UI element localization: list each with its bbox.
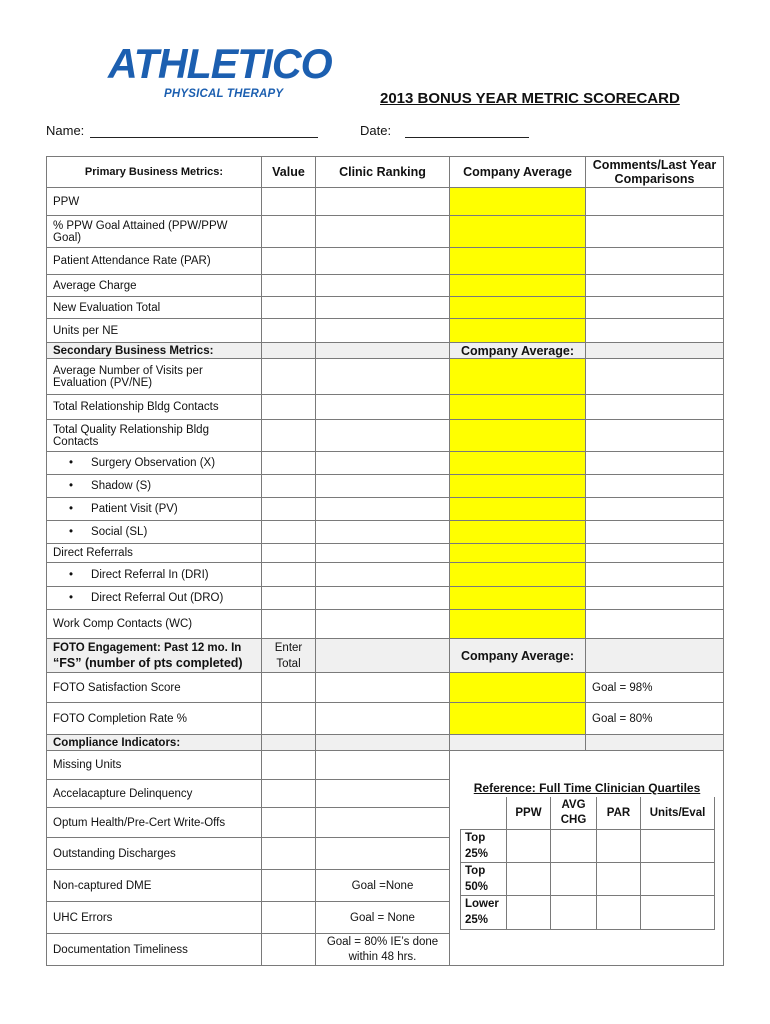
quartile-title: Reference: Full Time Clinician Quartiles bbox=[473, 781, 701, 795]
table-row bbox=[47, 275, 724, 297]
goal-cell: Goal =None bbox=[316, 870, 450, 902]
ranking-cell[interactable] bbox=[316, 587, 450, 610]
blank-cell bbox=[316, 343, 450, 359]
quartile-reference bbox=[458, 781, 716, 930]
col-primary-metrics: Primary Business Metrics: bbox=[47, 157, 262, 188]
company-average-cell bbox=[450, 452, 586, 475]
value-cell[interactable] bbox=[262, 359, 316, 395]
comments-cell[interactable] bbox=[586, 563, 724, 587]
value-cell[interactable] bbox=[262, 563, 316, 587]
table-row bbox=[47, 359, 724, 395]
goal-cell: Goal = 80% bbox=[586, 703, 724, 735]
foto-header-line2: “FS” (number of pts completed) bbox=[53, 655, 243, 670]
quartile-cell[interactable] bbox=[551, 895, 597, 929]
blank-cell bbox=[586, 343, 724, 359]
quartile-row bbox=[461, 862, 715, 895]
quartile-cell[interactable] bbox=[551, 829, 597, 862]
quartile-cell[interactable] bbox=[551, 862, 597, 895]
comments-cell[interactable] bbox=[586, 475, 724, 498]
comments-cell[interactable] bbox=[586, 420, 724, 452]
ranking-cell[interactable] bbox=[316, 703, 450, 735]
table-row bbox=[47, 521, 724, 544]
ranking-cell[interactable] bbox=[316, 420, 450, 452]
logo-wordmark: ATHLETICO bbox=[108, 40, 332, 87]
secondary-metrics-header: Secondary Business Metrics: bbox=[47, 343, 262, 359]
ranking-cell[interactable] bbox=[316, 475, 450, 498]
ranking-cell[interactable] bbox=[316, 610, 450, 639]
value-cell[interactable] bbox=[262, 188, 316, 216]
quartile-row bbox=[461, 895, 715, 929]
ranking-cell[interactable] bbox=[316, 498, 450, 521]
table-row bbox=[47, 188, 724, 216]
table-row bbox=[47, 452, 724, 475]
foto-header-line1: FOTO Engagement: Past 12 mo. In bbox=[53, 641, 242, 654]
quartile-table bbox=[460, 797, 715, 930]
metric-label: FOTO Satisfaction Score bbox=[47, 673, 262, 703]
metric-label: Direct Referrals bbox=[47, 544, 262, 563]
comments-cell[interactable] bbox=[586, 275, 724, 297]
table-row bbox=[47, 751, 724, 780]
company-average-cell bbox=[450, 248, 586, 275]
value-cell[interactable] bbox=[262, 780, 316, 808]
value-cell[interactable] bbox=[262, 610, 316, 639]
company-average-cell bbox=[450, 359, 586, 395]
goal-cell: Goal = 80% IE’s done within 48 hrs. bbox=[316, 934, 450, 966]
date-label: Date: bbox=[360, 123, 392, 138]
name-label: Name: bbox=[46, 123, 85, 138]
ranking-cell[interactable] bbox=[316, 275, 450, 297]
metric-label: New Evaluation Total bbox=[47, 297, 262, 319]
goal-cell: Goal = None bbox=[316, 902, 450, 934]
value-cell[interactable] bbox=[262, 248, 316, 275]
col-clinic-ranking: Clinic Ranking bbox=[316, 157, 450, 188]
value-cell[interactable] bbox=[262, 521, 316, 544]
company-average-cell bbox=[450, 498, 586, 521]
metric-label: • Shadow (S) bbox=[47, 475, 262, 498]
ranking-cell[interactable] bbox=[316, 188, 450, 216]
comments-cell[interactable] bbox=[586, 297, 724, 319]
company-average-cell bbox=[450, 188, 586, 216]
athletico-logo bbox=[108, 42, 348, 106]
ranking-cell[interactable] bbox=[316, 216, 450, 248]
quartile-cell[interactable] bbox=[597, 829, 641, 862]
quartile-row bbox=[461, 829, 715, 862]
table-row bbox=[47, 420, 724, 452]
ranking-cell[interactable] bbox=[316, 563, 450, 587]
blank-cell bbox=[316, 639, 450, 673]
comments-cell[interactable] bbox=[586, 521, 724, 544]
value-cell[interactable] bbox=[262, 216, 316, 248]
quartile-cell[interactable] bbox=[507, 895, 551, 929]
quartile-row-label: Top 25% bbox=[461, 829, 507, 862]
table-row bbox=[47, 395, 724, 420]
value-cell[interactable] bbox=[262, 544, 316, 563]
document-title: 2013 BONUS YEAR METRIC SCORECARD bbox=[380, 90, 680, 107]
table-row bbox=[47, 703, 724, 735]
quartile-row-label: Top 50% bbox=[461, 862, 507, 895]
company-average-cell bbox=[450, 703, 586, 735]
name-line[interactable] bbox=[90, 125, 318, 138]
metric-label: • Surgery Observation (X) bbox=[47, 452, 262, 475]
comments-cell[interactable] bbox=[586, 248, 724, 275]
company-average-cell bbox=[450, 319, 586, 343]
quartile-cell[interactable] bbox=[641, 895, 715, 929]
metric-label: • Direct Referral Out (DRO) bbox=[47, 587, 262, 610]
value-cell[interactable] bbox=[262, 420, 316, 452]
comments-cell[interactable] bbox=[586, 587, 724, 610]
metric-label: Non-captured DME bbox=[47, 870, 262, 902]
table-row bbox=[47, 544, 724, 563]
company-average-cell bbox=[450, 297, 586, 319]
quartile-header-row bbox=[461, 797, 715, 829]
quartile-row-label: Lower 25% bbox=[461, 895, 507, 929]
blank-cell bbox=[262, 735, 316, 751]
metric-label: Average Number of Visits per Evaluation (PV/NE) bbox=[47, 359, 262, 395]
table-row bbox=[47, 498, 724, 521]
comments-cell[interactable] bbox=[586, 216, 724, 248]
comments-cell[interactable] bbox=[586, 544, 724, 563]
comments-cell[interactable] bbox=[586, 359, 724, 395]
ranking-cell[interactable] bbox=[316, 359, 450, 395]
table-row bbox=[47, 216, 724, 248]
name-field[interactable] bbox=[46, 123, 318, 138]
metric-label: • Direct Referral In (DRI) bbox=[47, 563, 262, 587]
blank-cell bbox=[450, 735, 586, 751]
blank-cell bbox=[586, 639, 724, 673]
metric-label: Total Quality Relationship Bldg Contacts bbox=[47, 420, 262, 452]
comments-cell[interactable] bbox=[586, 319, 724, 343]
foto-company-average: Company Average: bbox=[450, 639, 586, 673]
logo-tagline: PHYSICAL THERAPY bbox=[164, 88, 284, 100]
value-cell[interactable] bbox=[262, 297, 316, 319]
secondary-company-average: Company Average: bbox=[450, 343, 586, 359]
company-average-cell bbox=[450, 475, 586, 498]
header-row bbox=[47, 157, 724, 188]
value-cell[interactable] bbox=[262, 870, 316, 902]
quartile-cell[interactable] bbox=[507, 829, 551, 862]
blank-cell bbox=[262, 343, 316, 359]
goal-cell bbox=[316, 751, 450, 780]
comments-cell[interactable] bbox=[586, 188, 724, 216]
goal-cell bbox=[316, 838, 450, 870]
table-row bbox=[47, 297, 724, 319]
company-average-cell bbox=[450, 395, 586, 420]
table-row bbox=[47, 673, 724, 703]
company-average-cell bbox=[450, 275, 586, 297]
metric-label: % PPW Goal Attained (PPW/PPW Goal) bbox=[47, 216, 262, 248]
compliance-header-row bbox=[47, 735, 724, 751]
metric-label: • Patient Visit (PV) bbox=[47, 498, 262, 521]
table-row bbox=[47, 248, 724, 275]
value-cell[interactable] bbox=[262, 703, 316, 735]
table-row bbox=[47, 587, 724, 610]
blank-cell bbox=[316, 735, 450, 751]
table-row bbox=[47, 475, 724, 498]
metric-label: Units per NE bbox=[47, 319, 262, 343]
value-cell[interactable] bbox=[262, 319, 316, 343]
metric-label: Average Charge bbox=[47, 275, 262, 297]
secondary-header-row bbox=[47, 343, 724, 359]
date-line[interactable] bbox=[405, 125, 529, 138]
value-cell[interactable] bbox=[262, 498, 316, 521]
quartile-cell[interactable] bbox=[641, 829, 715, 862]
quartile-col-avg-chg: AVG CHG bbox=[551, 797, 597, 829]
date-field[interactable] bbox=[360, 123, 529, 138]
quartile-cell[interactable] bbox=[597, 862, 641, 895]
value-cell[interactable] bbox=[262, 475, 316, 498]
metric-label: Documentation Timeliness bbox=[47, 934, 262, 966]
quartile-col-par: PAR bbox=[597, 797, 641, 829]
company-average-cell bbox=[450, 610, 586, 639]
blank-cell bbox=[586, 735, 724, 751]
quartile-cell[interactable] bbox=[597, 895, 641, 929]
value-cell[interactable] bbox=[262, 808, 316, 838]
company-average-cell bbox=[450, 587, 586, 610]
metric-label: • Social (SL) bbox=[47, 521, 262, 544]
value-cell[interactable] bbox=[262, 838, 316, 870]
ranking-cell[interactable] bbox=[316, 673, 450, 703]
quartile-cell[interactable] bbox=[641, 862, 715, 895]
value-cell[interactable] bbox=[262, 587, 316, 610]
value-cell[interactable] bbox=[262, 934, 316, 966]
foto-engagement-header bbox=[47, 639, 262, 673]
goal-cell: Goal = 98% bbox=[586, 673, 724, 703]
metric-label: Patient Attendance Rate (PAR) bbox=[47, 248, 262, 275]
value-cell[interactable] bbox=[262, 275, 316, 297]
company-average-cell bbox=[450, 420, 586, 452]
company-average-cell bbox=[450, 216, 586, 248]
metric-label: Outstanding Discharges bbox=[47, 838, 262, 870]
blank-cell bbox=[461, 797, 507, 829]
goal-cell bbox=[316, 808, 450, 838]
table-row bbox=[47, 610, 724, 639]
metric-label: Work Comp Contacts (WC) bbox=[47, 610, 262, 639]
compliance-header: Compliance Indicators: bbox=[47, 735, 262, 751]
table-row bbox=[47, 563, 724, 587]
quartile-col-units-eval: Units/Eval bbox=[641, 797, 715, 829]
quartile-col-ppw: PPW bbox=[507, 797, 551, 829]
comments-cell[interactable] bbox=[586, 498, 724, 521]
metric-label: FOTO Completion Rate % bbox=[47, 703, 262, 735]
value-cell[interactable] bbox=[262, 452, 316, 475]
metric-label: Total Relationship Bldg Contacts bbox=[47, 395, 262, 420]
col-company-average: Company Average bbox=[450, 157, 586, 188]
metric-label: Missing Units bbox=[47, 751, 262, 780]
col-value: Value bbox=[262, 157, 316, 188]
company-average-cell bbox=[450, 521, 586, 544]
company-average-cell bbox=[450, 544, 586, 563]
foto-header-row bbox=[47, 639, 724, 673]
metric-label: Accelacapture Delinquency bbox=[47, 780, 262, 808]
ranking-cell[interactable] bbox=[316, 248, 450, 275]
ranking-cell[interactable] bbox=[316, 319, 450, 343]
foto-enter-total[interactable]: Enter Total bbox=[262, 639, 316, 673]
ranking-cell[interactable] bbox=[316, 297, 450, 319]
company-average-cell bbox=[450, 563, 586, 587]
company-average-cell bbox=[450, 673, 586, 703]
goal-cell bbox=[316, 780, 450, 808]
ranking-cell[interactable] bbox=[316, 452, 450, 475]
ranking-cell[interactable] bbox=[316, 521, 450, 544]
metric-label: Optum Health/Pre-Cert Write-Offs bbox=[47, 808, 262, 838]
ranking-cell[interactable] bbox=[316, 544, 450, 563]
metric-label: PPW bbox=[47, 188, 262, 216]
metric-label: UHC Errors bbox=[47, 902, 262, 934]
quartile-cell[interactable] bbox=[507, 862, 551, 895]
table-row bbox=[47, 319, 724, 343]
ranking-cell[interactable] bbox=[316, 395, 450, 420]
value-cell[interactable] bbox=[262, 673, 316, 703]
comments-cell[interactable] bbox=[586, 395, 724, 420]
value-cell[interactable] bbox=[262, 395, 316, 420]
col-comments: Comments/Last Year Comparisons bbox=[586, 157, 724, 188]
comments-cell[interactable] bbox=[586, 610, 724, 639]
value-cell[interactable] bbox=[262, 751, 316, 780]
value-cell[interactable] bbox=[262, 902, 316, 934]
comments-cell[interactable] bbox=[586, 452, 724, 475]
